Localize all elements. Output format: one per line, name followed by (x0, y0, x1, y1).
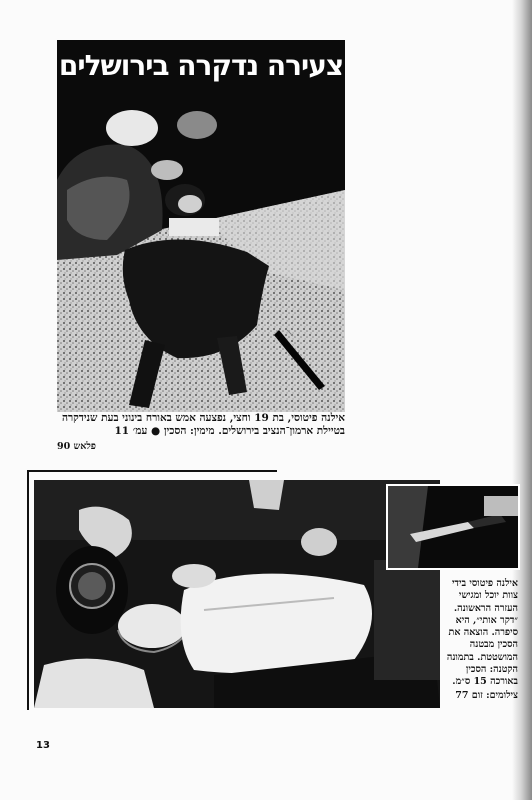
frame-rule (27, 470, 29, 710)
caption-line: סיפרה. הוצאה את (448, 627, 518, 639)
caption-line: הקטנה: הסכין (465, 664, 518, 676)
frame-rule (27, 470, 277, 472)
photo-knife (388, 486, 518, 568)
caption-line: אילנה פיטוסי, בת 19 וחצי, נפצעה אמש באורח בינוני בעת שנידקרה (61, 412, 345, 424)
top-photo-caption (57, 412, 345, 438)
photo-injured-woman-on-ground (57, 40, 345, 412)
photo-credit: צילומים: זום 77 (455, 689, 518, 701)
caption-line: באורכה 15 ס״מ. (452, 676, 518, 688)
photo-credit: פלאש 90 (57, 441, 96, 452)
bottom-news-photo (34, 480, 440, 708)
photo-paramedics-treating-woman (34, 480, 440, 708)
page-number: 13 (36, 740, 50, 751)
caption-line: צוות יוכל ומגישי (458, 590, 518, 602)
caption-line: בטיילת ארמון־הנציב בירושלים. מימין: הסכין ● עמ׳ 11 (114, 425, 345, 437)
bottom-photo-caption (440, 578, 518, 702)
top-news-photo (57, 40, 345, 412)
headline: צעירה נדקרה בירושלים (58, 49, 344, 82)
inset-knife-photo (386, 484, 520, 570)
caption-line: ״דקר אותי״, היא (455, 614, 518, 626)
caption-line: הסכין מבטנה (469, 639, 518, 651)
caption-line: אילנה פיטוסי בידי (451, 578, 518, 589)
caption-line: המושטטת. בתמונה (446, 651, 518, 663)
caption-line: העזרה הראשונה. (453, 602, 518, 614)
